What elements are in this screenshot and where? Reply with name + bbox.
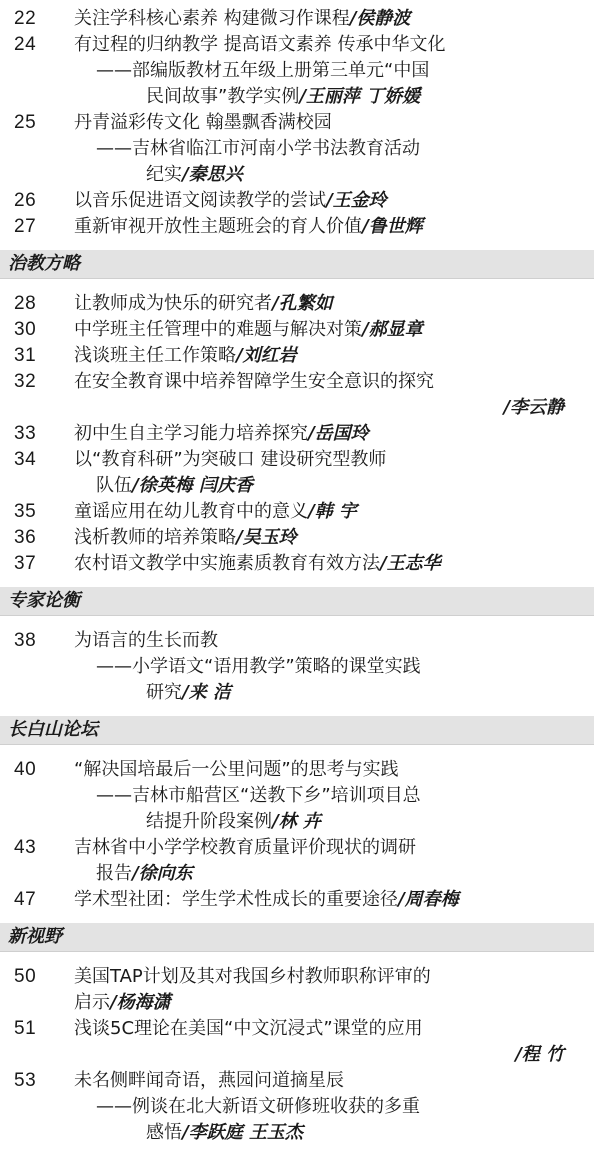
page-number: 51 <box>14 1018 37 1039</box>
toc-entry[interactable] <box>0 1016 600 1068</box>
entry-line <box>0 499 600 525</box>
toc-entry[interactable] <box>0 110 600 188</box>
article-title: ——吉林市船营区“送教下乡”培训项目总 <box>96 785 421 806</box>
entry-line <box>0 835 600 861</box>
page-number: 36 <box>14 527 37 548</box>
article-title: ——小学语文“语用教学”策略的课堂实践 <box>96 656 421 677</box>
article-title: 未名侧畔闻奇语，燕园问道摘星辰 <box>74 1070 344 1091</box>
page-number: 25 <box>14 112 37 133</box>
entry-line <box>0 1042 600 1068</box>
section-header <box>0 587 594 616</box>
article-author: /徐英梅 闫庆香 <box>132 475 253 496</box>
toc-entry[interactable] <box>0 421 600 447</box>
article-author: /林 卉 <box>272 811 321 832</box>
article-title: 在安全教育课中培养智障学生安全意识的探究 <box>74 371 434 392</box>
article-title: 重新审视开放性主题班会的育人价值 <box>74 216 362 237</box>
entry-line <box>0 291 600 317</box>
toc-entry[interactable] <box>0 32 600 110</box>
entry-line <box>0 964 600 990</box>
page-number: 47 <box>14 889 37 910</box>
toc-entry[interactable] <box>0 317 600 343</box>
page-number: 40 <box>14 759 37 780</box>
article-title: 中学班主任管理中的难题与解决对策 <box>74 319 362 340</box>
page-number: 33 <box>14 423 37 444</box>
page-number: 37 <box>14 553 37 574</box>
article-title: 结提升阶段案例 <box>146 811 272 832</box>
entry-line <box>0 447 600 473</box>
entry-line <box>0 783 600 809</box>
page-number: 31 <box>14 345 37 366</box>
article-author: /刘红岩 <box>236 345 297 366</box>
article-author: /秦思兴 <box>182 164 243 185</box>
entry-line <box>0 525 600 551</box>
page-number: 38 <box>14 630 37 651</box>
entry-line <box>0 214 600 240</box>
toc-entry[interactable] <box>0 214 600 240</box>
page-number: 34 <box>14 449 37 470</box>
entry-line <box>0 861 600 887</box>
entry-line <box>0 343 600 369</box>
toc-entry[interactable] <box>0 964 600 1016</box>
article-author: /王丽萍 丁娇媛 <box>299 86 421 107</box>
article-title: 以“教育科研”为突破口 建设研究型教师 <box>74 449 387 470</box>
page-number: 53 <box>14 1070 37 1091</box>
article-author: /王金玲 <box>326 190 387 211</box>
toc-entry[interactable] <box>0 628 600 706</box>
entry-line <box>0 369 600 395</box>
section-title: 新视野 <box>8 926 62 947</box>
article-author: /杨海潇 <box>110 992 171 1013</box>
article-title: 丹青溢彩传文化 翰墨飘香满校园 <box>74 112 332 133</box>
article-author: /吴玉玲 <box>236 527 297 548</box>
toc-entry[interactable] <box>0 188 600 214</box>
article-title: 关注学科核心素养 构建微习作课程 <box>74 8 350 29</box>
toc-entry[interactable] <box>0 887 600 913</box>
article-author: /王志华 <box>380 553 441 574</box>
article-title: 研究 <box>146 682 182 703</box>
article-title: 报告 <box>96 863 132 884</box>
entry-line <box>0 1120 600 1146</box>
article-title: 有过程的归纳教学 提高语文素养 传承中华文化 <box>74 34 446 55</box>
page-number: 43 <box>14 837 37 858</box>
article-title: ——吉林省临江市河南小学书法教育活动 <box>96 138 420 159</box>
page-number: 26 <box>14 190 37 211</box>
entry-line <box>0 1016 600 1042</box>
article-title: 浅谈5C理论在美国“中文沉浸式”课堂的应用 <box>74 1018 423 1039</box>
article-title: 为语言的生长而教 <box>74 630 218 651</box>
article-title: 吉林省中小学学校教育质量评价现状的调研 <box>74 837 416 858</box>
section-title: 治教方略 <box>8 253 80 274</box>
entry-line <box>0 654 600 680</box>
entry-line <box>0 990 600 1016</box>
entry-line <box>0 473 600 499</box>
page-number: 27 <box>14 216 37 237</box>
article-author: /周春梅 <box>398 889 459 910</box>
page-number: 30 <box>14 319 37 340</box>
entry-line <box>0 757 600 783</box>
toc-entry[interactable] <box>0 447 600 499</box>
entry-line <box>0 680 600 706</box>
section-header <box>0 250 594 279</box>
article-author: /孔繁如 <box>272 293 333 314</box>
entry-line <box>0 162 600 188</box>
entry-line <box>0 32 600 58</box>
article-author: /岳国玲 <box>308 423 369 444</box>
article-title: ——例谈在北大新语文研修班收获的多重 <box>96 1096 420 1117</box>
toc-entry[interactable] <box>0 1068 600 1146</box>
article-title: 童谣应用在幼儿教育中的意义 <box>74 501 308 522</box>
entry-line <box>0 628 600 654</box>
page-number: 24 <box>14 34 37 55</box>
page-number: 35 <box>14 501 37 522</box>
page-number: 32 <box>14 371 37 392</box>
entry-line <box>0 110 600 136</box>
entry-line <box>0 551 600 577</box>
article-author: /郝显章 <box>362 319 423 340</box>
article-author: /韩 宇 <box>308 501 357 522</box>
article-title: 让教师成为快乐的研究者 <box>74 293 272 314</box>
article-title: 浅谈班主任工作策略 <box>74 345 236 366</box>
article-author: /鲁世辉 <box>362 216 423 237</box>
section-title: 专家论衡 <box>8 590 80 611</box>
entry-line <box>0 421 600 447</box>
toc-entry[interactable] <box>0 343 600 369</box>
section-header <box>0 923 594 952</box>
article-title: 纪实 <box>146 164 182 185</box>
article-author: /徐向东 <box>132 863 193 884</box>
entry-line <box>0 887 600 913</box>
article-author: /程 竹 <box>515 1044 564 1065</box>
page-number: 28 <box>14 293 37 314</box>
entry-line <box>0 317 600 343</box>
entry-line <box>0 84 600 110</box>
article-title: 美国TAP计划及其对我国乡村教师职称评审的 <box>74 966 431 987</box>
article-author: /李云静 <box>503 397 564 418</box>
toc-entry[interactable] <box>0 291 600 317</box>
article-author: /来 洁 <box>182 682 231 703</box>
entry-line <box>0 395 600 421</box>
entry-line <box>0 1068 600 1094</box>
article-title: 感悟 <box>146 1122 182 1143</box>
article-title: 以音乐促进语文阅读教学的尝试 <box>74 190 326 211</box>
section-header <box>0 716 594 745</box>
article-title: 浅析教师的培养策略 <box>74 527 236 548</box>
toc-entry[interactable] <box>0 757 600 835</box>
toc-entry[interactable] <box>0 499 600 525</box>
entry-line <box>0 58 600 84</box>
article-title: 民间故事”教学实例 <box>146 86 300 107</box>
toc-entry[interactable] <box>0 525 600 551</box>
toc-entry[interactable] <box>0 369 600 421</box>
entry-line <box>0 1094 600 1120</box>
entry-line <box>0 188 600 214</box>
toc-entry[interactable] <box>0 835 600 887</box>
article-title: 学术型社团：学生学术性成长的重要途径 <box>74 889 398 910</box>
entry-line <box>0 6 600 32</box>
article-title: 队伍 <box>96 475 132 496</box>
page-number: 50 <box>14 966 37 987</box>
toc-entry[interactable] <box>0 551 600 577</box>
article-author: /李跃庭 王玉杰 <box>182 1122 303 1143</box>
entry-line <box>0 809 600 835</box>
entry-line <box>0 136 600 162</box>
article-author: /侯静波 <box>349 8 411 29</box>
article-title: “解决国培最后一公里问题”的思考与实践 <box>74 759 399 780</box>
section-title: 长白山论坛 <box>8 719 98 740</box>
article-title: ——部编版教材五年级上册第三单元“中国 <box>96 60 430 81</box>
article-title: 启示 <box>74 992 110 1013</box>
article-title: 农村语文教学中实施素质教育有效方法 <box>74 553 380 574</box>
page-number: 22 <box>14 8 37 29</box>
article-title: 初中生自主学习能力培养探究 <box>74 423 308 444</box>
toc-entry[interactable] <box>0 6 600 32</box>
